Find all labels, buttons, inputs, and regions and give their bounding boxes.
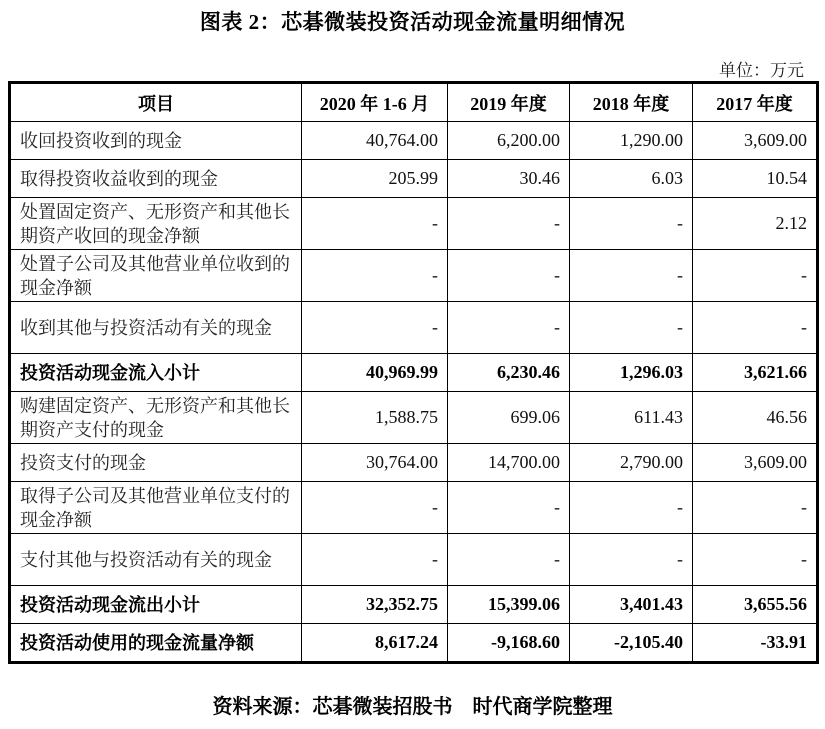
value-cell: -	[693, 534, 818, 586]
value-cell: -	[302, 302, 448, 354]
value-cell: 30.46	[448, 160, 570, 198]
subtotal-row	[10, 586, 818, 624]
value-cell: -	[302, 482, 448, 534]
value-cell: 3,401.43	[570, 586, 693, 624]
value-cell: 46.56	[693, 392, 818, 444]
value-cell: 30,764.00	[302, 444, 448, 482]
header-2018: 2018 年度	[570, 83, 693, 122]
cash-flow-table	[8, 81, 819, 664]
value-cell: -	[448, 302, 570, 354]
value-cell: -	[570, 198, 693, 250]
subtotal-row	[10, 354, 818, 392]
row-label: 支付其他与投资活动有关的现金	[10, 534, 302, 586]
row-label: 投资活动使用的现金流量净额	[10, 624, 302, 663]
value-cell: -	[570, 302, 693, 354]
value-cell: 2,790.00	[570, 444, 693, 482]
value-cell: -2,105.40	[570, 624, 693, 663]
value-cell: -	[448, 250, 570, 302]
value-cell: 10.54	[693, 160, 818, 198]
value-cell: -	[693, 250, 818, 302]
header-2017: 2017 年度	[693, 83, 818, 122]
row-label: 投资活动现金流出小计	[10, 586, 302, 624]
row-label: 处置固定资产、无形资产和其他长期资产收回的现金净额	[10, 198, 302, 250]
unit-label: 单位：万元	[719, 61, 804, 80]
table-row	[10, 534, 818, 586]
header-2020h1: 2020 年 1-6 月	[302, 83, 448, 122]
value-cell: -	[448, 198, 570, 250]
value-cell: 3,621.66	[693, 354, 818, 392]
row-label: 取得子公司及其他营业单位支付的现金净额	[10, 482, 302, 534]
value-cell: -	[448, 482, 570, 534]
value-cell: -33.91	[693, 624, 818, 663]
row-label: 处置子公司及其他营业单位收到的现金净额	[10, 250, 302, 302]
value-cell: 3,609.00	[693, 122, 818, 160]
value-cell: -	[448, 534, 570, 586]
value-cell: -	[570, 250, 693, 302]
row-label: 投资活动现金流入小计	[10, 354, 302, 392]
source-note: 资料来源：芯碁微装招股书 时代商学院整理	[212, 696, 613, 718]
value-cell: -	[570, 534, 693, 586]
value-cell: 14,700.00	[448, 444, 570, 482]
row-label: 收回投资收到的现金	[10, 122, 302, 160]
table-row	[10, 122, 818, 160]
table-row	[10, 160, 818, 198]
value-cell: 15,399.06	[448, 586, 570, 624]
value-cell: 6,200.00	[448, 122, 570, 160]
subtotal-row	[10, 624, 818, 663]
value-cell: 611.43	[570, 392, 693, 444]
value-cell: 1,296.03	[570, 354, 693, 392]
row-label: 购建固定资产、无形资产和其他长期资产支付的现金	[10, 392, 302, 444]
value-cell: 6,230.46	[448, 354, 570, 392]
figure-title: 图表 2：芯碁微装投资活动现金流量明细情况	[199, 10, 626, 34]
value-cell: 699.06	[448, 392, 570, 444]
value-cell: -	[693, 302, 818, 354]
header-item: 项目	[10, 83, 302, 122]
value-cell: -	[570, 482, 693, 534]
header-2019: 2019 年度	[448, 83, 570, 122]
row-label: 投资支付的现金	[10, 444, 302, 482]
table-row	[10, 302, 818, 354]
value-cell: -	[302, 250, 448, 302]
value-cell: 1,290.00	[570, 122, 693, 160]
table-row	[10, 482, 818, 534]
value-cell: -9,168.60	[448, 624, 570, 663]
table-row	[10, 392, 818, 444]
header-row	[10, 83, 818, 122]
value-cell: 2.12	[693, 198, 818, 250]
value-cell: 6.03	[570, 160, 693, 198]
value-cell: -	[693, 482, 818, 534]
value-cell: 40,969.99	[302, 354, 448, 392]
value-cell: 3,655.56	[693, 586, 818, 624]
value-cell: 1,588.75	[302, 392, 448, 444]
table-row	[10, 444, 818, 482]
row-label: 收到其他与投资活动有关的现金	[10, 302, 302, 354]
table-row	[10, 198, 818, 250]
value-cell: 40,764.00	[302, 122, 448, 160]
value-cell: 205.99	[302, 160, 448, 198]
value-cell: -	[302, 534, 448, 586]
value-cell: 8,617.24	[302, 624, 448, 663]
table-row	[10, 250, 818, 302]
row-label: 取得投资收益收到的现金	[10, 160, 302, 198]
value-cell: 32,352.75	[302, 586, 448, 624]
value-cell: -	[302, 198, 448, 250]
value-cell: 3,609.00	[693, 444, 818, 482]
